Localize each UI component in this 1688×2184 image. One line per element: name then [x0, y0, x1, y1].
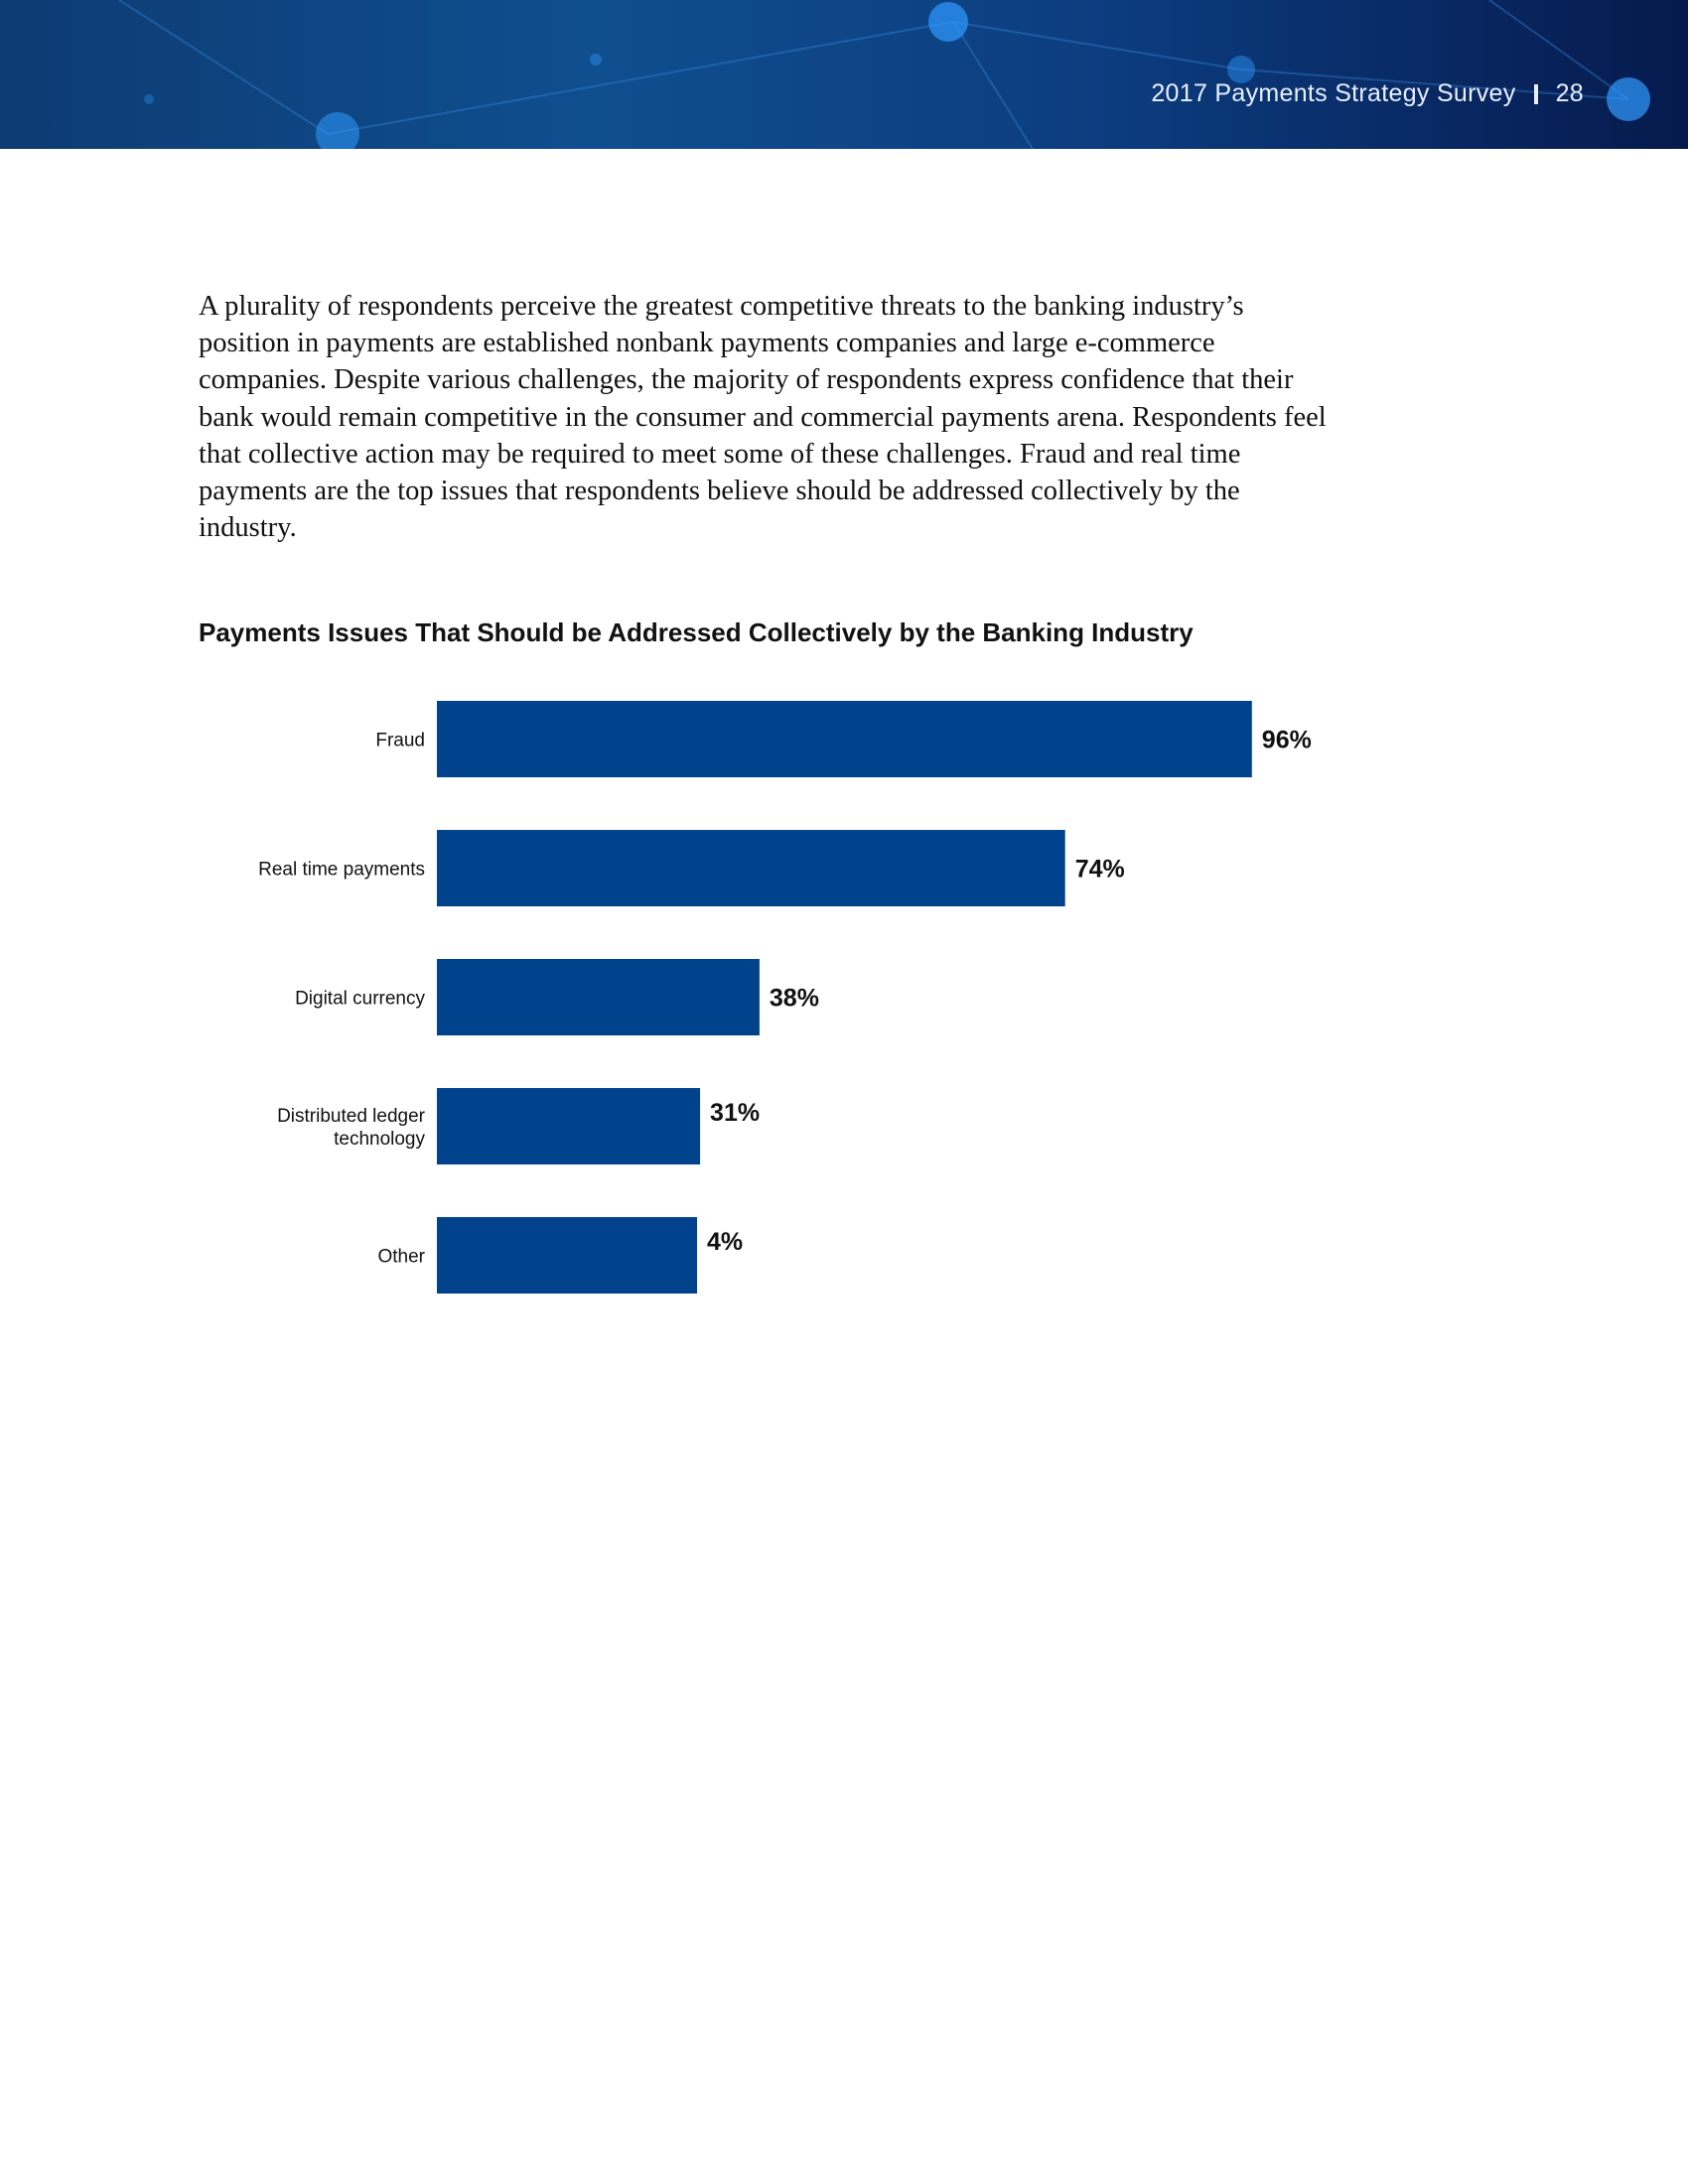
value-label-4: 4% — [707, 1228, 744, 1256]
category-label-1: Real time payments — [258, 859, 425, 881]
bar-0 — [437, 701, 1252, 777]
value-label-0: 96% — [1261, 726, 1312, 754]
value-label-2: 38% — [769, 984, 819, 1013]
bar-4 — [437, 1217, 697, 1294]
value-label-3: 31% — [710, 1099, 761, 1127]
category-label-0: Fraud — [375, 730, 425, 751]
category-label-4: Other — [377, 1246, 425, 1268]
bar-1 — [437, 830, 1065, 906]
bar-3 — [437, 1088, 700, 1164]
category-label-2: Digital currency — [295, 988, 425, 1010]
category-label-3: Distributed ledger technology — [277, 1106, 425, 1150]
document-title: 2017 Payments Strategy Survey — [1151, 79, 1516, 107]
page-number: 28 — [1555, 79, 1584, 107]
intro-paragraph: A plurality of respondents perceive the greatest competitive threats to the banking industry’s position in payments are established nonbank payments companies and large e-commerce companies. Despite various challenges, the majority of respondents express confidence that their bank would remain competitive in the consumer and commercial payments arena. Respondents feel that collective action may be required to meet some of these challenges. Fraud and real time payments are the top issues that respondents believe should be addressed collectively by the industry. — [199, 291, 1327, 544]
bar-2 — [437, 959, 760, 1035]
value-label-1: 74% — [1074, 855, 1125, 884]
chart-title: Payments Issues That Should be Addressed Collectively by the Banking Industry — [199, 617, 1194, 647]
